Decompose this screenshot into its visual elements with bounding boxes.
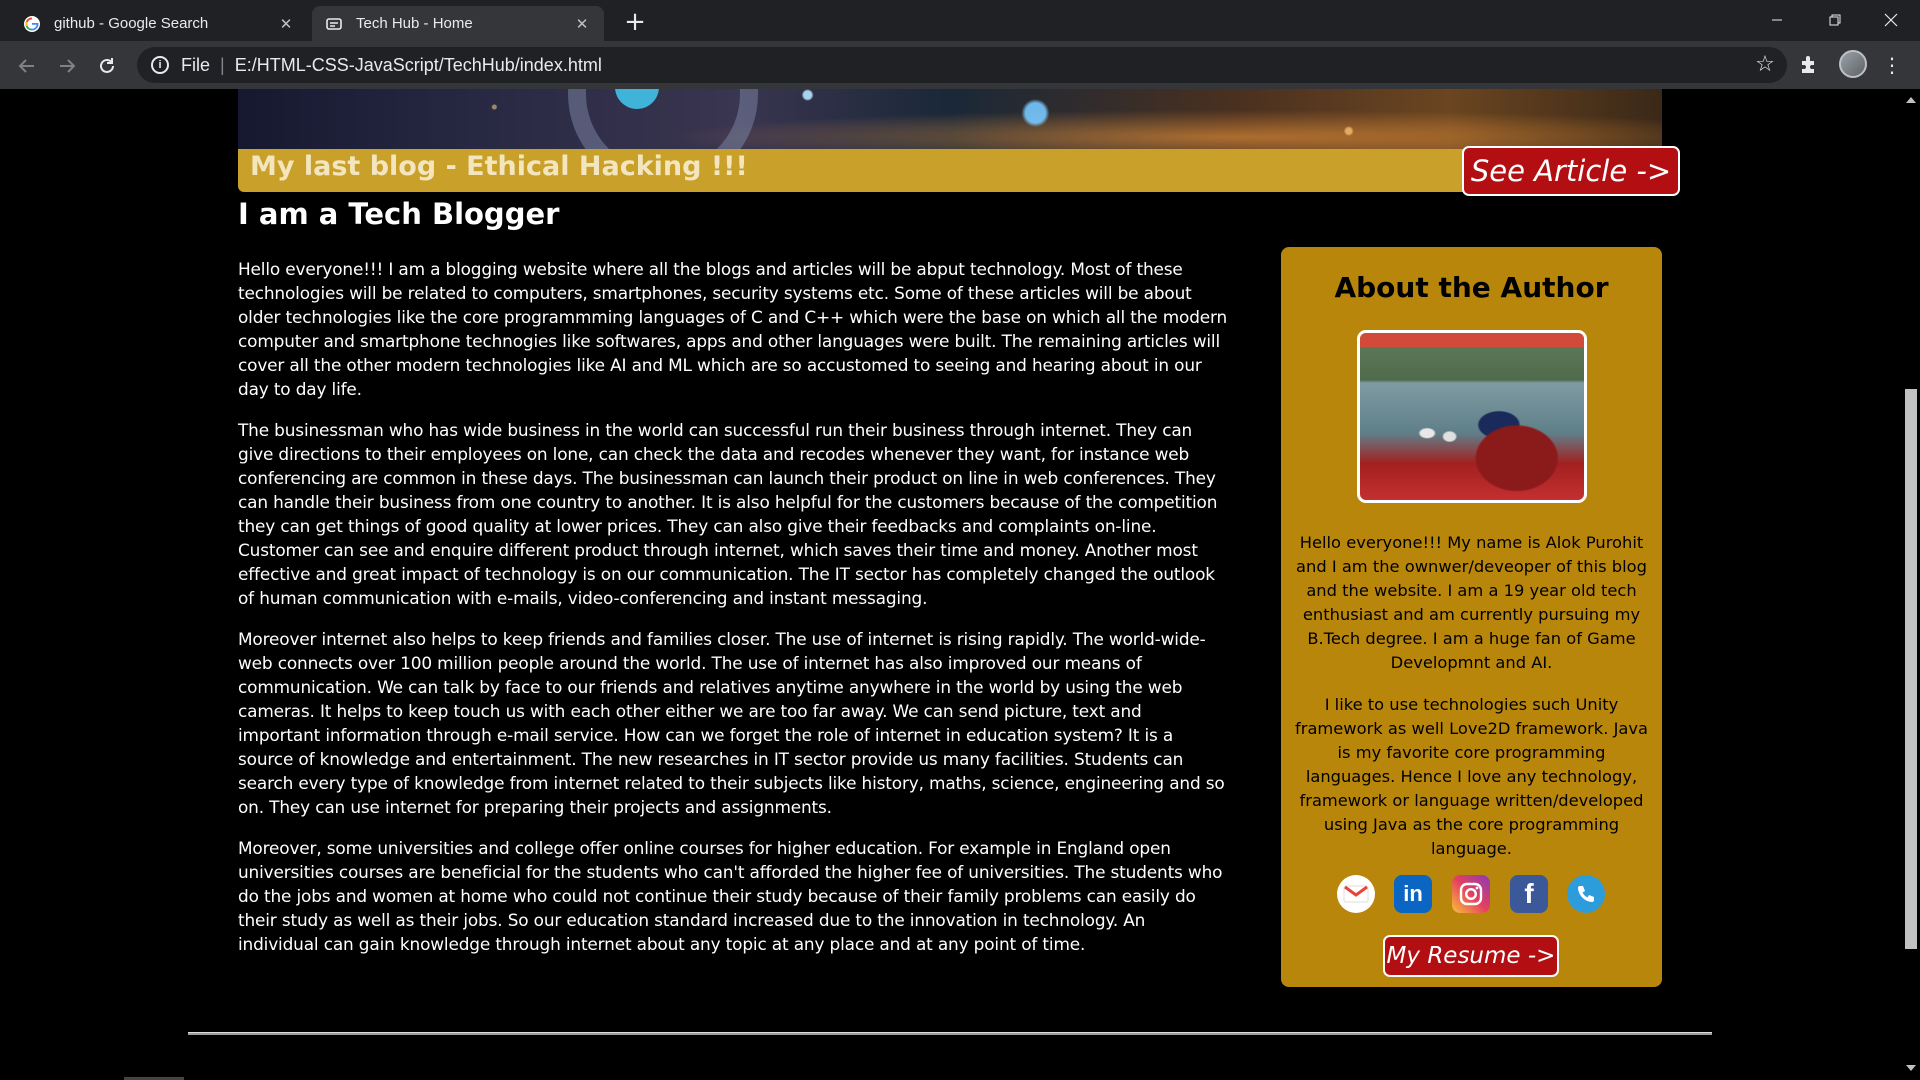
linkedin-icon[interactable]: in <box>1394 875 1432 913</box>
scroll-down-icon[interactable] <box>1906 1065 1916 1071</box>
hero-banner-image <box>238 89 1662 149</box>
social-links <box>1281 875 1662 915</box>
techhub-icon <box>324 14 344 34</box>
reload-icon[interactable] <box>94 53 120 79</box>
restore-icon[interactable] <box>1806 0 1864 40</box>
tab-title: Tech Hub - Home <box>356 15 473 32</box>
author-photo <box>1357 330 1587 503</box>
info-icon[interactable]: i <box>151 56 169 74</box>
author-heading: About the Author <box>1334 271 1609 304</box>
author-bio: Hello everyone!!! My name is Alok Purohit and I am the ownwer/deveoper of this blog and the website. I am a 19 year old tech enthusiast and am currently pursuing my B.Tech degree. I am a huge fan of Game Developmnt and AI. <box>1296 533 1647 672</box>
article-paragraph: Hello everyone!!! I am a blogging website where all the blogs and articles will be abput technology. Most of these technologies will be related to computers, smartphones, security systems etc. Some of these articles will be about older technologies like the core programmming languages of C and C++ which were the base on which all the modern computer and smartphone technogies like softwares, apps and other languages were built. The remaining articles will cover all the other modern technologies like AI and ML which are so accustomed to seeing and hearing about in our day to day life. <box>238 259 1228 399</box>
article-paragraph: The businessman who has wide business in the world can successful run their business through internet. They can give directions to their employees on lone, can check the data and recodes whenever they want, for instance web conferencing are common in these days. The businessman can launch their product on line in web conferences. They can handle their business from one country to another. It is also helpful for the customers because of the competition they can get things of good quality at lower prices. They can also give their feedbacks and complaints on-line. Customer can see and enquire different product through internet, which saves their time and money. Another most effective and great impact of technology is on our communication. The IT sector has completely changed the outlook of human communication with e-mails, video-conferencing and instant messaging. <box>238 420 1218 608</box>
article-paragraph: Moreover, some universities and college offer online courses for higher education. For example in England open universities courses are beneficial for the students who can't afforded the higher fee of universities. The students who do the jobs and women at home who could not continue their study because of their family problems can easily do their study as well as their jobs. So our education standard increased due to the innovation in technology. An individual can gain knowledge through internet about any topic at any place and at any point of time. <box>238 838 1223 954</box>
about-author-card <box>1281 247 1662 987</box>
scroll-up-icon[interactable] <box>1906 97 1916 103</box>
facebook-icon[interactable]: f <box>1510 875 1548 913</box>
photo-canopy <box>1360 333 1584 347</box>
tab-google-search[interactable] <box>10 6 308 41</box>
tab-title: github - Google Search <box>54 15 209 32</box>
window-close-icon[interactable] <box>1862 0 1920 40</box>
back-icon[interactable] <box>14 53 40 79</box>
address-bar[interactable] <box>137 47 1787 83</box>
bookmark-star-icon[interactable]: ☆ <box>1755 52 1775 77</box>
last-blog-caption: My last blog - Ethical Hacking !!! <box>250 151 748 182</box>
page-viewport <box>0 89 1902 1080</box>
forward-icon[interactable] <box>54 53 80 79</box>
my-resume-button[interactable]: My Resume -> <box>1383 935 1559 977</box>
close-icon[interactable]: ✕ <box>279 15 293 33</box>
hero-ring <box>568 89 758 149</box>
author-bio: I like to use technologies such Unity framework as well Love2D framework. Java is my favorite core programming languages. Hence I love any technology, framework or language written/developed using Java as the core programming language. <box>1295 695 1648 858</box>
profile-avatar[interactable] <box>1839 50 1867 78</box>
gmail-icon[interactable] <box>1337 875 1375 913</box>
separator: | <box>220 54 225 75</box>
instagram-icon[interactable] <box>1452 875 1490 913</box>
url-text: E:/HTML-CSS-JavaScript/TechHub/index.html <box>234 54 602 75</box>
main-content <box>238 197 1228 973</box>
phone-icon[interactable] <box>1567 875 1605 913</box>
tab-tech-hub[interactable] <box>312 6 604 41</box>
page-heading: I am a Tech Blogger <box>238 197 560 231</box>
page-scrollbar[interactable] <box>1902 89 1920 1080</box>
see-article-button[interactable]: See Article -> <box>1462 146 1680 196</box>
toolbar <box>0 41 1920 89</box>
minimize-icon[interactable] <box>1748 0 1806 40</box>
article-paragraph: Moreover internet also helps to keep friends and families closer. The use of internet is rising rapidly. The world-wide-web connects over 100 million people around the world. The use of internet has also improved our means of communication. We can talk by face to our friends and relatives anytime anywhere in the world by using the web cameras. It helps to keep touch us with each other either we are too far away. We can send picture, text and important information through e-mail service. How can we forget the role of internet in education system? It is a source of knowledge and entertainment. The new researches in IT sector provide us many facilities. Students can search every type of knowledge from internet related to their subjects like history, maths, science, engineering and so on. They can use internet for preparing their projects and assignments. <box>238 629 1225 817</box>
scrollbar-thumb[interactable] <box>1905 389 1917 949</box>
extensions-icon[interactable] <box>1798 53 1824 79</box>
tab-strip <box>0 0 1920 41</box>
menu-kebab-icon[interactable]: ⋮ <box>1882 53 1902 77</box>
new-tab-button[interactable]: + <box>624 7 646 37</box>
google-icon <box>22 14 42 34</box>
close-icon[interactable]: ✕ <box>575 15 589 33</box>
last-blog-bar <box>238 149 1662 192</box>
scheme-label: File <box>181 54 211 75</box>
section-divider <box>188 1032 1712 1035</box>
